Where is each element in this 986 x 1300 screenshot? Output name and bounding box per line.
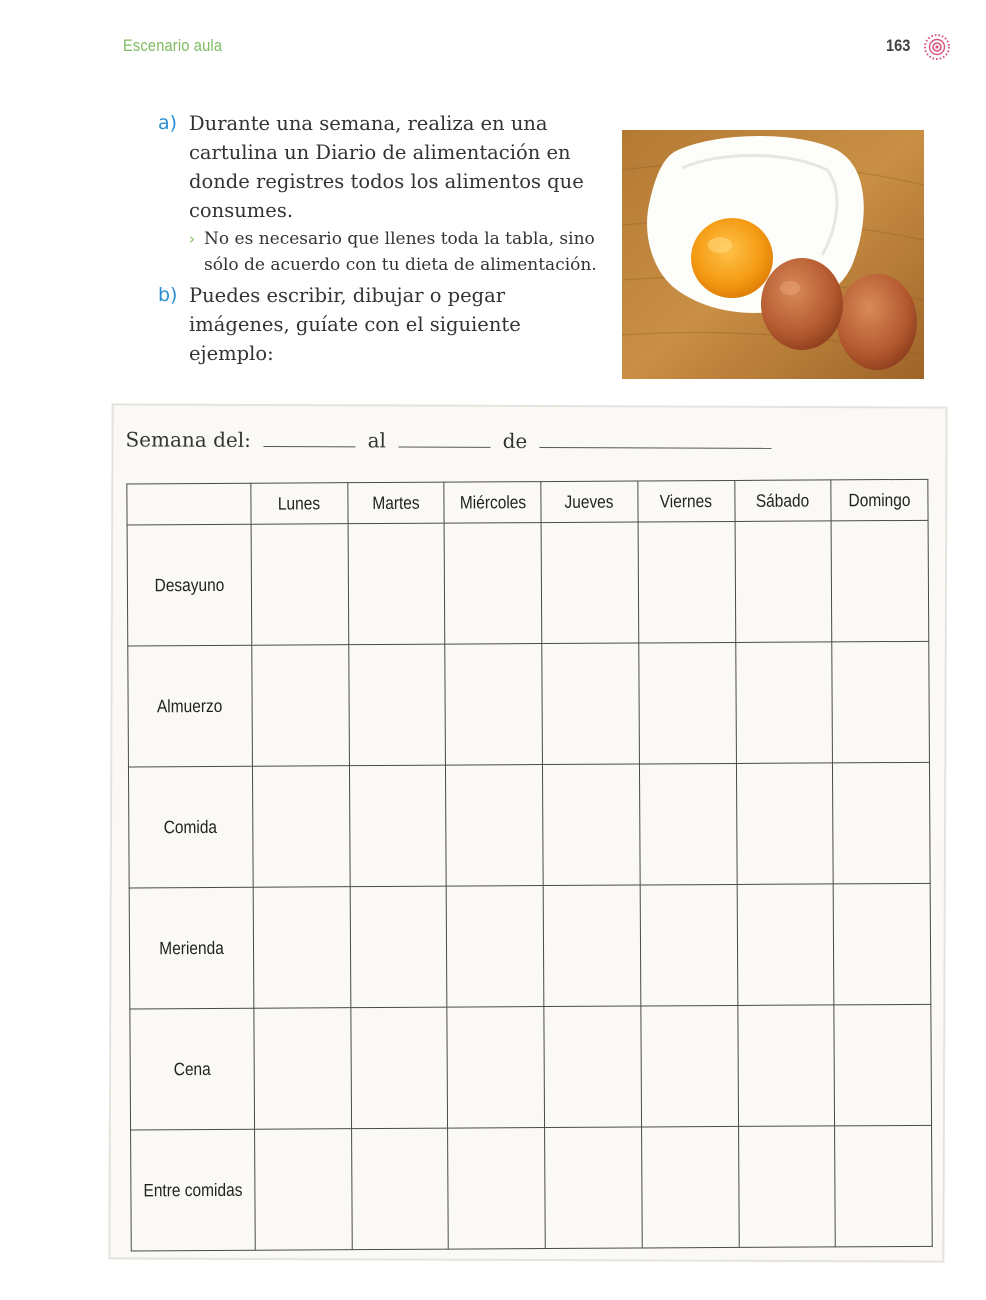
entry-cell xyxy=(351,1128,448,1250)
entry-cell xyxy=(638,521,735,643)
al-label: al xyxy=(367,428,386,453)
week-end-blank xyxy=(398,428,490,447)
meal-label: Almuerzo xyxy=(128,645,253,767)
entry-cell xyxy=(541,522,638,644)
step-b xyxy=(158,281,598,368)
entry-cell xyxy=(641,1005,738,1127)
entry-cell xyxy=(738,1126,835,1248)
meal-label: Entre comidas xyxy=(131,1129,256,1251)
bullet-chevron-icon: › xyxy=(189,230,195,248)
day-header: Miércoles xyxy=(444,482,541,524)
entry-cell xyxy=(349,765,446,887)
month-blank xyxy=(540,429,772,449)
entry-cell xyxy=(444,523,541,645)
entry-cell xyxy=(833,762,930,884)
entry-cell xyxy=(641,1126,738,1248)
entry-cell xyxy=(735,521,832,643)
day-header-row xyxy=(127,479,928,525)
entry-cell xyxy=(737,884,834,1006)
step-a-note-text: No es necesario que llenes toda la tabla, sino sólo de acuerdo con tu dieta de alimentación. xyxy=(204,229,597,275)
entry-cell xyxy=(543,764,640,886)
fried-egg-photo xyxy=(622,130,924,379)
entry-cell xyxy=(251,524,348,646)
entry-cell xyxy=(254,1008,351,1130)
meal-label: Desayuno xyxy=(127,524,252,646)
step-a-note xyxy=(189,227,598,278)
entry-cell xyxy=(542,643,639,765)
corner-cell xyxy=(127,483,251,525)
entry-cell xyxy=(545,1127,642,1249)
page-number: 163 xyxy=(886,36,911,55)
entry-cell xyxy=(255,1129,352,1251)
day-header: Lunes xyxy=(251,483,348,525)
entry-cell xyxy=(737,1005,834,1127)
running-head: Escenario aula xyxy=(123,36,223,55)
step-a xyxy=(158,109,598,225)
entry-cell xyxy=(348,523,445,645)
step-b-text: Puedes escribir, dibujar o pegar imágenes, guíate con el siguiente ejemplo: xyxy=(189,284,521,365)
day-header: Martes xyxy=(348,482,445,524)
step-a-letter: a) xyxy=(158,112,178,134)
sun-ornament-icon xyxy=(921,31,953,63)
de-label: de xyxy=(502,428,528,453)
entry-cell xyxy=(350,886,447,1008)
meal-label: Comida xyxy=(128,766,253,888)
entry-cell xyxy=(544,1006,641,1128)
entry-cell xyxy=(252,645,349,767)
entry-cell xyxy=(446,765,543,887)
entry-cell xyxy=(640,884,737,1006)
entry-cell xyxy=(447,886,544,1008)
entry-cell xyxy=(833,883,930,1005)
day-header: Sábado xyxy=(734,480,831,522)
entry-cell xyxy=(351,1007,448,1129)
meal-row xyxy=(128,641,930,767)
entry-cell xyxy=(543,885,640,1007)
entry-cell xyxy=(639,763,736,885)
entry-cell xyxy=(835,1125,932,1247)
meal-row xyxy=(131,1125,933,1251)
entry-cell xyxy=(736,763,833,885)
food-diary-table xyxy=(126,479,932,1252)
day-header: Viernes xyxy=(638,480,735,522)
step-a-text: Durante una semana, realiza en una cartulina un Diario de alimentación en donde registres todos los alimentos que consumes. xyxy=(189,112,584,222)
entry-cell xyxy=(252,766,349,888)
step-b-letter: b) xyxy=(158,284,178,306)
entry-cell xyxy=(448,1128,545,1250)
week-range-line xyxy=(125,427,777,454)
entry-cell xyxy=(831,520,928,642)
entry-cell xyxy=(253,887,350,1009)
meal-row xyxy=(128,762,930,888)
entry-cell xyxy=(348,644,445,766)
entry-cell xyxy=(735,642,832,764)
meal-row xyxy=(127,520,929,646)
day-header: Domingo xyxy=(831,479,928,521)
entry-cell xyxy=(832,641,929,763)
entry-cell xyxy=(834,1004,931,1126)
food-diary-sheet xyxy=(108,403,947,1262)
meal-row xyxy=(130,1004,932,1130)
week-label: Semana del: xyxy=(125,427,251,452)
instructions xyxy=(158,109,598,368)
entry-cell xyxy=(639,642,736,764)
week-start-blank xyxy=(263,428,355,447)
entry-cell xyxy=(447,1007,544,1129)
meal-row xyxy=(129,883,931,1009)
entry-cell xyxy=(445,644,542,766)
meal-label: Cena xyxy=(130,1008,255,1130)
meal-label: Merienda xyxy=(129,887,254,1009)
day-header: Jueves xyxy=(541,481,638,523)
